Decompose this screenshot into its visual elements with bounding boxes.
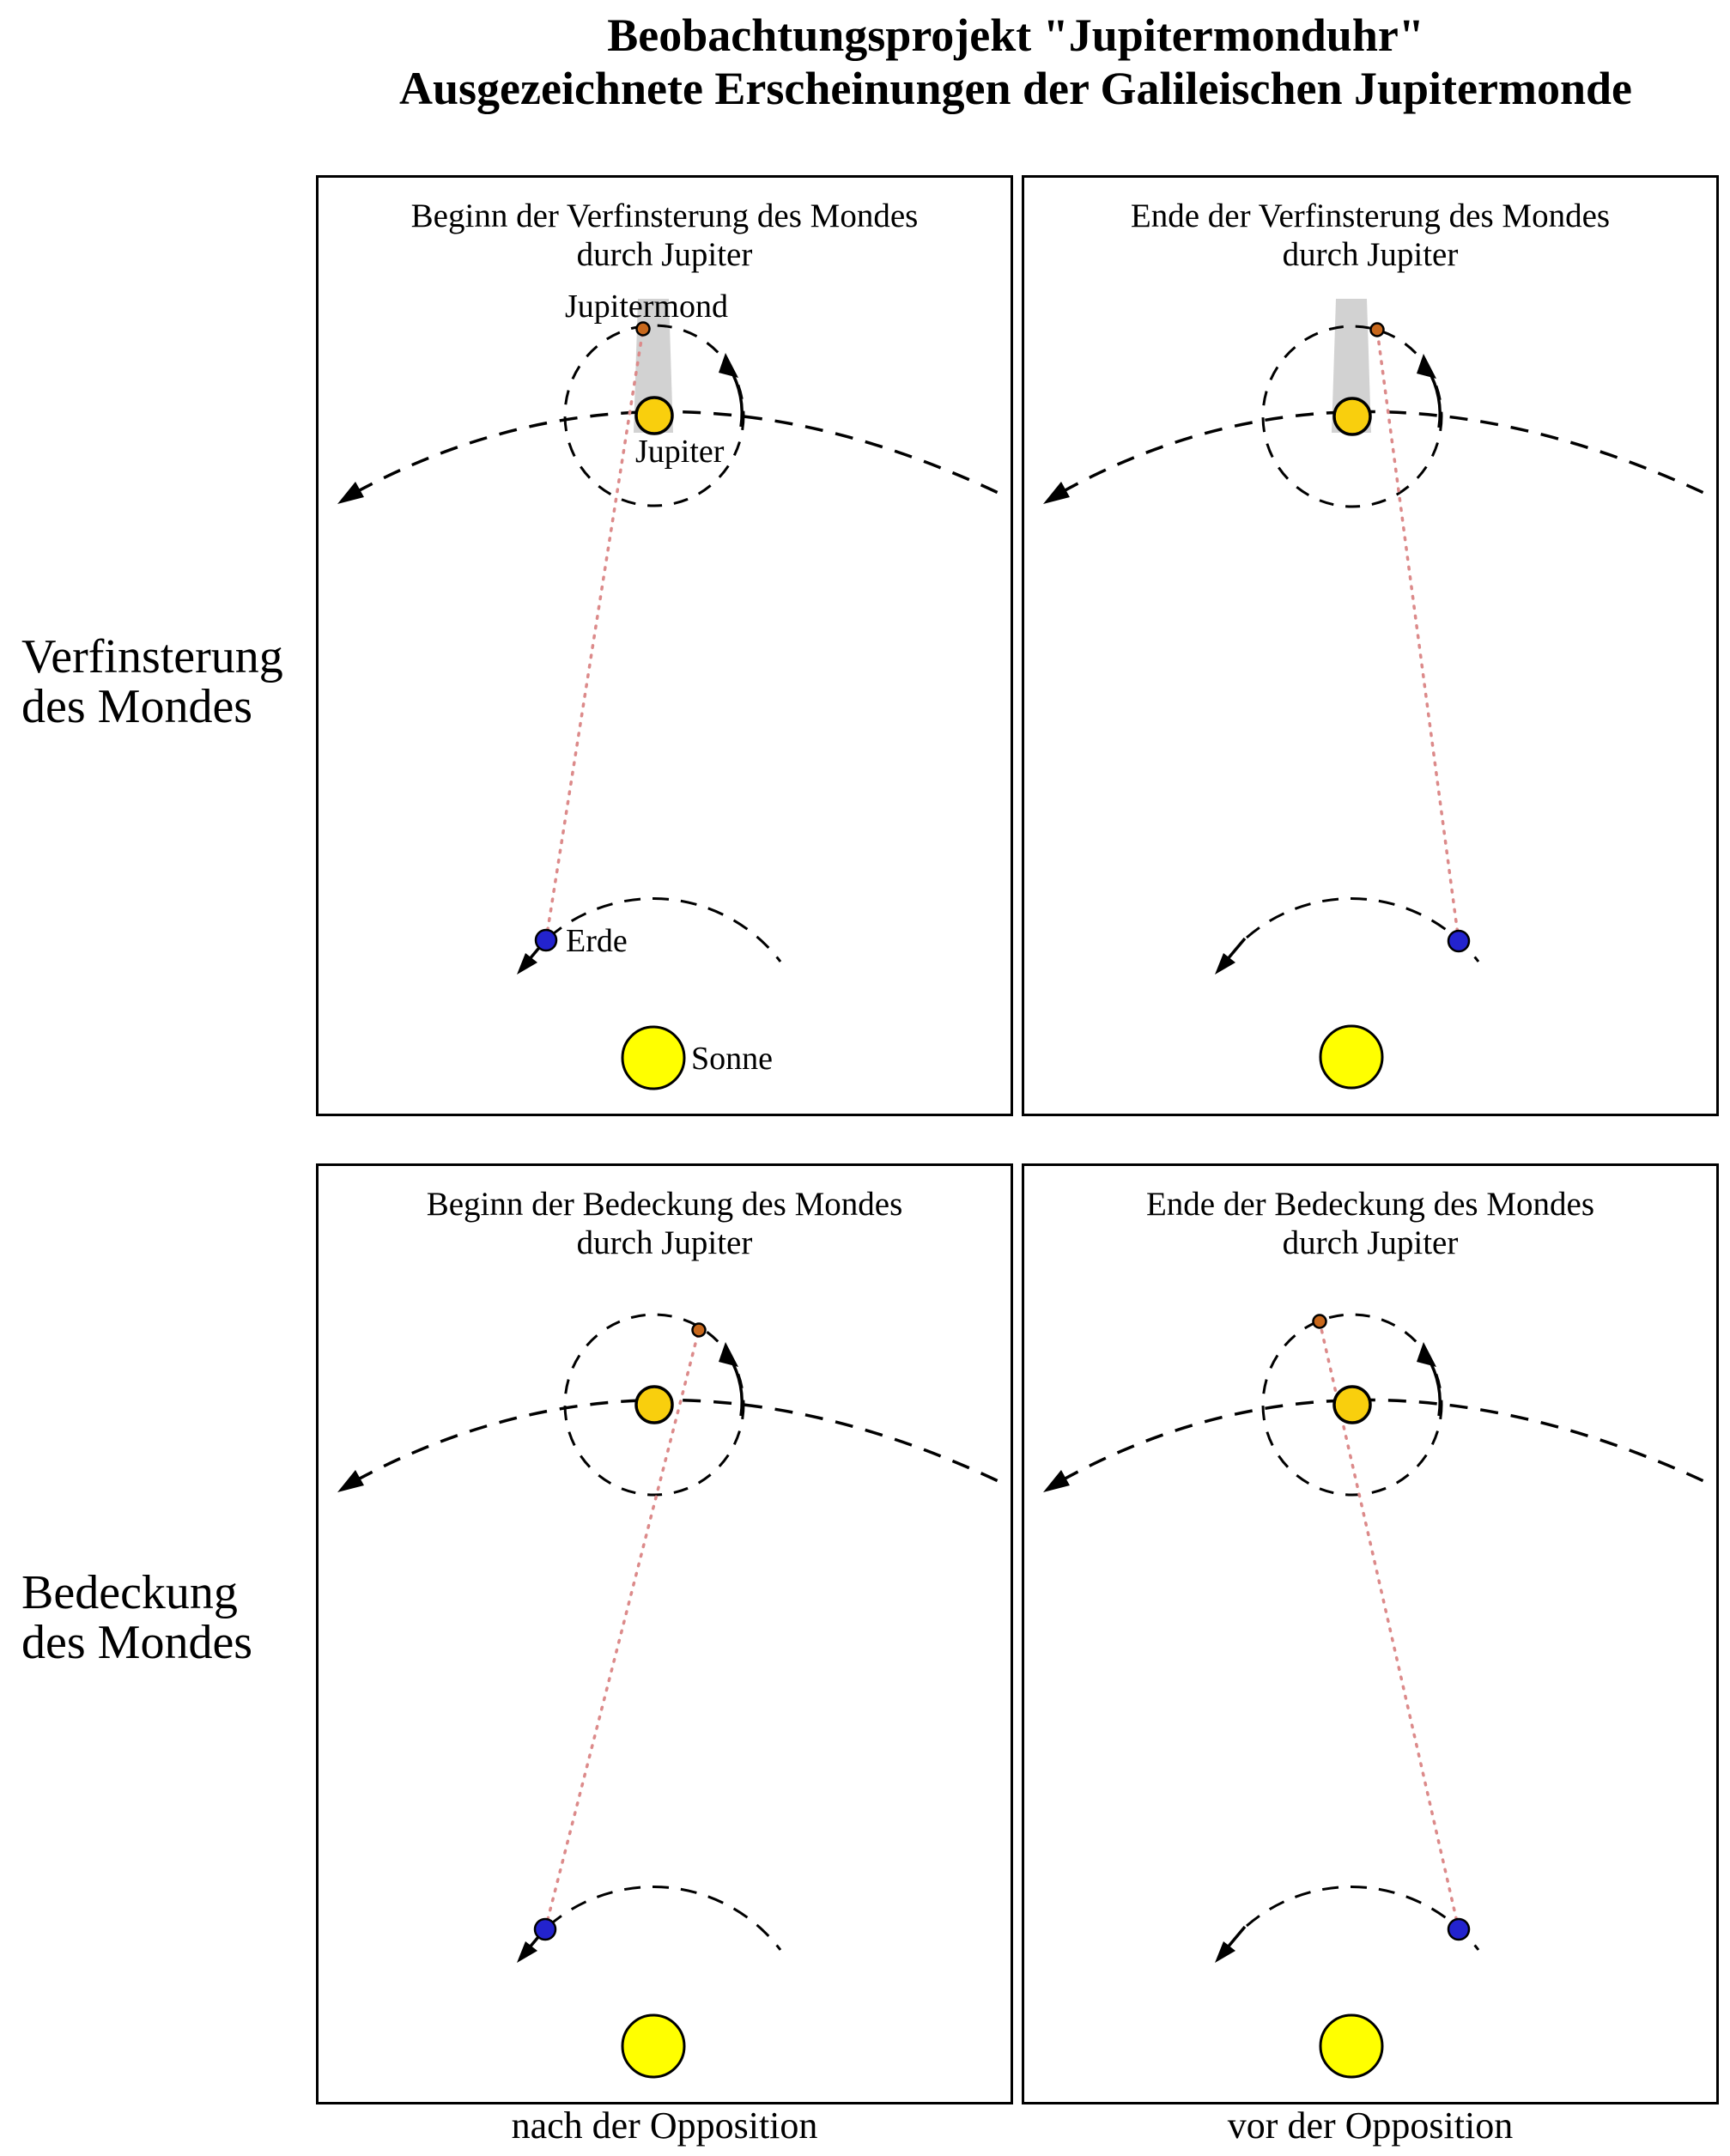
earth-direction-arrow-shaft bbox=[1227, 1927, 1245, 1948]
jupiter-orbit-arc bbox=[1062, 1400, 1709, 1484]
sun-circle bbox=[622, 2015, 684, 2077]
jupiter-orbit-arrowhead bbox=[1043, 1470, 1070, 1492]
row-label-occultation-line1: Bedeckung bbox=[21, 1566, 238, 1619]
row-label-eclipse-line1: Verfinsterung bbox=[21, 630, 283, 683]
earth-orbit-arc bbox=[1247, 1887, 1478, 1950]
panel-figure bbox=[1024, 178, 1716, 1114]
sun-circle bbox=[622, 1027, 684, 1089]
panel-title-line2: durch Jupiter bbox=[1282, 236, 1459, 273]
jupiter-moon-dot bbox=[693, 1324, 706, 1337]
jupiter-circle bbox=[1334, 1387, 1370, 1423]
row-label-occultation-line2: des Mondes bbox=[21, 1616, 253, 1669]
panel-figure bbox=[1024, 1166, 1716, 2102]
caption-before-opposition: vor der Opposition bbox=[1227, 2104, 1514, 2147]
jupiter-orbit-arc bbox=[356, 1400, 1004, 1484]
panel-title-line1: Beginn der Bedeckung des Mondes bbox=[426, 1186, 903, 1223]
earth-dot bbox=[1448, 1919, 1469, 1940]
earth-dot bbox=[1448, 931, 1469, 951]
page-title-line2: Ausgezeichnete Erscheinungen der Galileischen Jupitermonde bbox=[399, 63, 1632, 114]
earth-dot bbox=[535, 1919, 555, 1940]
panel-end-eclipse bbox=[1022, 175, 1719, 1116]
label-erde: Erde bbox=[566, 923, 628, 959]
jupiter-orbit-arrowhead bbox=[337, 482, 364, 504]
moon-direction-arrowhead bbox=[1417, 1342, 1436, 1367]
caption-after-opposition: nach der Opposition bbox=[511, 2104, 818, 2147]
panel-title-line2: durch Jupiter bbox=[576, 236, 753, 273]
jupiter-circle bbox=[636, 398, 672, 434]
earth-direction-arrowhead bbox=[517, 1941, 537, 1963]
moon-direction-arrowhead bbox=[719, 1342, 738, 1367]
panel-title-line2: durch Jupiter bbox=[1282, 1224, 1459, 1261]
sight-line bbox=[545, 1330, 699, 1929]
panel-end-occultation bbox=[1022, 1163, 1719, 2104]
earth-orbit-arc bbox=[549, 1887, 780, 1950]
row-label-eclipse bbox=[21, 632, 318, 732]
jupiter-circle bbox=[636, 1387, 672, 1423]
sight-line bbox=[1377, 330, 1459, 941]
earth-orbit-arc bbox=[1247, 899, 1478, 962]
jupiter-moon-dot bbox=[1314, 1315, 1326, 1328]
jupiter-orbit-arrowhead bbox=[337, 1470, 364, 1492]
jupiter-orbit-arc bbox=[1062, 411, 1709, 495]
earth-dot bbox=[536, 930, 556, 950]
earth-direction-arrowhead bbox=[517, 953, 537, 975]
panel-begin-occultation bbox=[316, 1163, 1013, 2104]
label-jupiter: Jupiter bbox=[635, 434, 725, 470]
page-title-line1: Beobachtungsprojekt "Jupitermonduhr" bbox=[607, 9, 1424, 61]
label-sonne: Sonne bbox=[691, 1041, 773, 1077]
sun-circle bbox=[1320, 1026, 1382, 1088]
earth-direction-arrow-shaft bbox=[1227, 938, 1245, 960]
jupiter-orbit-arrowhead bbox=[1043, 482, 1070, 504]
panel-figure bbox=[319, 178, 1011, 1114]
panel-title-line1: Beginn der Verfinsterung des Mondes bbox=[410, 197, 919, 234]
panel-title-line1: Ende der Verfinsterung des Mondes bbox=[1130, 197, 1611, 234]
panel-figure bbox=[319, 1166, 1011, 2102]
panel-begin-eclipse bbox=[316, 175, 1013, 1116]
row-label-occultation bbox=[21, 1568, 318, 1667]
page-title bbox=[316, 9, 1715, 115]
jupiter-moon-dot bbox=[1371, 324, 1384, 337]
earth-direction-arrowhead bbox=[1215, 1941, 1235, 1963]
moon-direction-arrowhead bbox=[719, 353, 738, 378]
label-jupitermond: Jupitermond bbox=[565, 288, 728, 325]
panel-title-line1: Ende der Bedeckung des Mondes bbox=[1145, 1186, 1595, 1223]
jupiter-circle bbox=[1334, 398, 1370, 434]
row-label-eclipse-line2: des Mondes bbox=[21, 680, 253, 733]
panel-title-line2: durch Jupiter bbox=[576, 1224, 753, 1261]
sun-circle bbox=[1320, 2015, 1382, 2077]
earth-direction-arrowhead bbox=[1215, 953, 1235, 975]
moon-direction-arrowhead bbox=[1417, 354, 1436, 379]
